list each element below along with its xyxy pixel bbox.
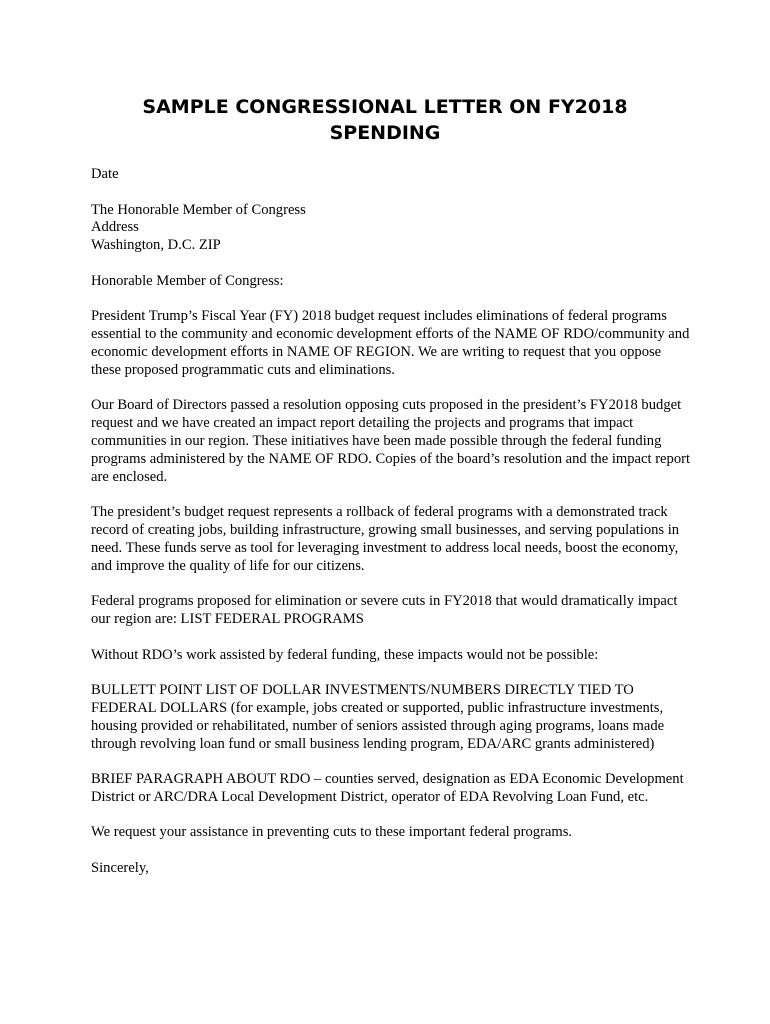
paragraph-impacts: Without RDO’s work assisted by federal funding, these impacts would not be possible:	[91, 646, 599, 663]
paragraph-bullet-list: BULLETT POINT LIST OF DOLLAR INVESTMENTS/NUMBERS DIRECTLY TIED TO FEDERAL DOLLARS (for example, jobs created or supported, public infrastructure investments, housing provided or rehabilitated, number of seniors assisted through aging programs, loans made through revolving loan fund or small business lending program, EDA/ARC grants administered)	[91, 682, 665, 752]
salutation: Honorable Member of Congress:	[91, 272, 284, 289]
address-line-2: Address	[91, 219, 139, 236]
address-line-1: The Honorable Member of Congress	[91, 201, 306, 218]
paragraph-intro: President Trump’s Fiscal Year (FY) 2018 budget request includes eliminations of federal programs essential to the community and economic development efforts of the NAME OF RDO/community and economic development efforts in NAME OF REGION. We are writing to request that you oppose these proposed programmatic cuts and eliminations.	[91, 308, 690, 378]
paragraph-programs-list: Federal programs proposed for elimination or severe cuts in FY2018 that would dramatically impact our region are: LIST FEDERAL PROGRAMS	[91, 593, 678, 627]
letter-body	[91, 166, 691, 896]
closing: Sincerely,	[91, 860, 149, 877]
document-title: SAMPLE CONGRESSIONAL LETTER ON FY2018 SPENDING	[142, 96, 628, 144]
paragraph-budget-rollback: The president’s budget request represents a rollback of federal programs with a demonstrated track record of creating jobs, building infrastructure, growing small businesses, and serving populations in need. These funds serve as tool for leveraging investment to address local needs, boost the economy, and improve the quality of life for our citizens.	[91, 504, 680, 574]
recipient-address	[91, 202, 691, 255]
paragraph-board-resolution: Our Board of Directors passed a resolution opposing cuts proposed in the president’s FY2018 budget request and we have created an impact report detailing the projects and programs that impact communities in our region. These initiatives have been made possible through the federal funding programs administered by the NAME OF RDO. Copies of the board’s resolution and the impact report are enclosed.	[91, 397, 691, 485]
address-line-3: Washington, D.C. ZIP	[91, 237, 221, 254]
date-line: Date	[91, 166, 119, 182]
paragraph-request: We request your assistance in preventing cuts to these important federal programs.	[91, 824, 573, 841]
paragraph-about-rdo: BRIEF PARAGRAPH ABOUT RDO – counties served, designation as EDA Economic Development District or ARC/DRA Local Development District, operator of EDA Revolving Loan Fund, etc.	[91, 771, 684, 805]
